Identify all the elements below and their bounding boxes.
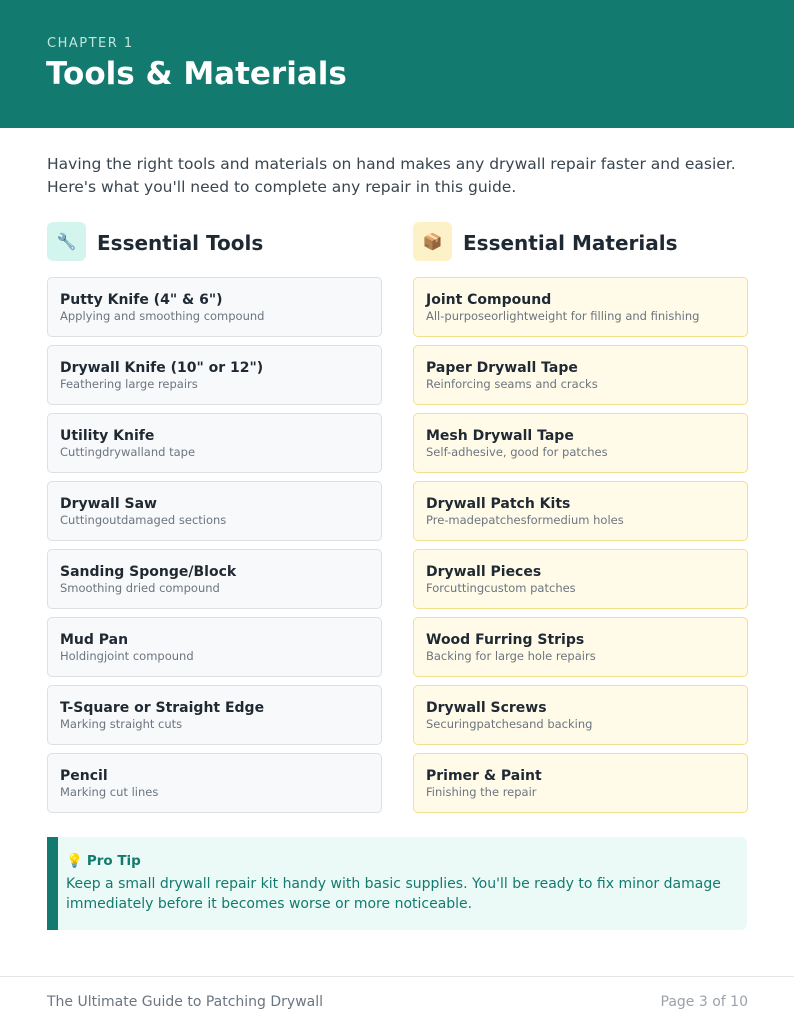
pro-tip-title: Pro Tip	[86, 853, 141, 869]
tool-card	[47, 277, 382, 337]
material-name: Mesh Drywall Tape	[426, 428, 574, 444]
material-description: Forcuttingcustom patches	[426, 581, 576, 595]
material-card	[413, 413, 748, 473]
tool-description: Marking straight cuts	[60, 717, 183, 731]
tool-card	[47, 413, 382, 473]
tool-card	[47, 753, 382, 813]
material-description: All-purposeorlightweight for filling and finishing	[426, 309, 700, 323]
intro-paragraph: Having the right tools and materials on hand makes any drywall repair faster and easier. Here's what you'll need to complete any repair in this guide.	[47, 155, 736, 196]
material-card	[413, 685, 748, 745]
material-description: Reinforcing seams and cracks	[426, 377, 598, 391]
tool-description: Marking cut lines	[60, 785, 159, 799]
material-name: Paper Drywall Tape	[426, 360, 578, 376]
material-name: Primer & Paint	[426, 768, 542, 784]
material-card	[413, 753, 748, 813]
tool-name: Drywall Saw	[60, 496, 157, 512]
footer-divider	[0, 976, 794, 977]
material-description: Finishing the repair	[426, 785, 537, 799]
tool-card	[47, 617, 382, 677]
package-icon: 📦	[413, 222, 452, 261]
material-name: Drywall Screws	[426, 700, 547, 716]
wrench-icon: 🔧	[47, 222, 86, 261]
tool-name: T-Square or Straight Edge	[60, 700, 265, 716]
tool-name: Utility Knife	[60, 428, 155, 444]
chapter-label: CHAPTER 1	[47, 36, 134, 51]
material-card	[413, 345, 748, 405]
material-description: Pre-madepatchesformedium holes	[426, 513, 624, 527]
tools-title: Essential Tools	[97, 231, 264, 255]
materials-column	[413, 222, 748, 799]
page-number: Page 3 of 10	[660, 994, 748, 1010]
tool-name: Drywall Knife (10" or 12")	[60, 360, 264, 376]
tool-card	[47, 685, 382, 745]
chapter-header	[0, 0, 794, 128]
material-card	[413, 277, 748, 337]
tool-card	[47, 481, 382, 541]
material-description: Securingpatchesand backing	[426, 717, 593, 731]
tool-name: Sanding Sponge/Block	[60, 564, 237, 580]
materials-list	[413, 277, 748, 821]
tool-description: Feathering large repairs	[60, 377, 198, 391]
pro-tip-callout	[47, 837, 747, 930]
material-name: Drywall Pieces	[426, 564, 542, 580]
tool-card	[47, 549, 382, 609]
material-name: Joint Compound	[426, 292, 552, 308]
tool-name: Pencil	[60, 768, 108, 784]
lightbulb-icon: 💡	[66, 853, 83, 869]
material-name: Drywall Patch Kits	[426, 496, 571, 512]
pro-tip-heading	[66, 852, 747, 870]
tool-description: Holdingjoint compound	[60, 649, 194, 663]
tool-name: Mud Pan	[60, 632, 129, 648]
tool-description: Cuttingdrywalland tape	[60, 445, 196, 459]
tools-column	[47, 222, 382, 799]
tool-description: Applying and smoothing compound	[60, 309, 265, 323]
tools-list	[47, 277, 382, 821]
material-card	[413, 549, 748, 609]
footer-guide-title: The Ultimate Guide to Patching Drywall	[47, 994, 324, 1010]
material-name: Wood Furring Strips	[426, 632, 585, 648]
materials-heading	[413, 222, 748, 262]
tools-heading	[47, 222, 382, 262]
tool-description: Cuttingoutdamaged sections	[60, 513, 227, 527]
material-card	[413, 617, 748, 677]
material-description: Backing for large hole repairs	[426, 649, 596, 663]
tool-card	[47, 345, 382, 405]
page-title: Tools & Materials	[46, 56, 347, 92]
pro-tip-text: Keep a small drywall repair kit handy with basic supplies. You'll be ready to fix minor damage immediately before it becomes worse or more noticeable.	[66, 876, 721, 912]
tool-name: Putty Knife (4" & 6")	[60, 292, 223, 308]
material-card	[413, 481, 748, 541]
materials-title: Essential Materials	[463, 231, 678, 255]
tool-description: Smoothing dried compound	[60, 581, 220, 595]
material-description: Self-adhesive, good for patches	[426, 445, 608, 459]
